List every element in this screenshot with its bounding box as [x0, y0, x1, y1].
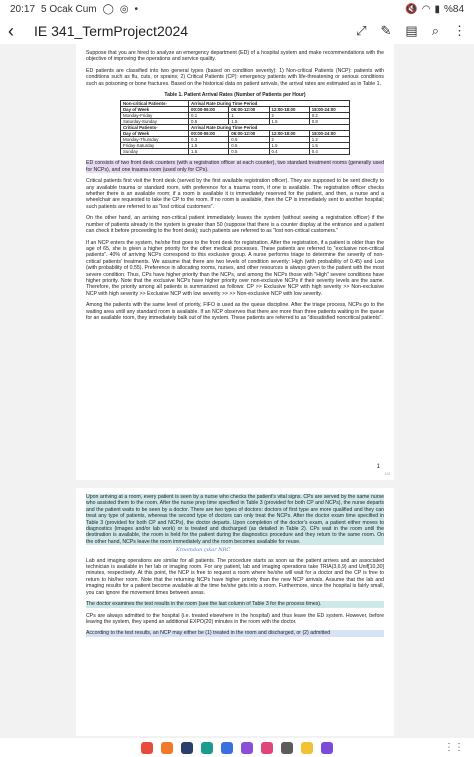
page-index: 1/4 — [384, 470, 390, 476]
status-bar — [0, 0, 474, 18]
table-cell: 1.5 — [309, 143, 349, 149]
table-rate-label: Arrival Rate During Time Period — [189, 125, 350, 131]
app-gray-icon[interactable] — [281, 742, 293, 754]
app-violet-icon[interactable] — [321, 742, 333, 754]
critical-paragraph: Critical patients first visit the front desk (served by the first available registration officer). They are supposed to be sent directly to any available trauma or standard room, with preference for a trauma room, if one is available. The registration officer checks whether there is an available room; if a room is available it is immediately reserved for the patient, and then, a nurse and a wheelchair are requested to take the CP to the room. If no room is available, then the CP is immediately sent to another hospital; such patients are referred to as "lost critical customers". — [86, 178, 384, 210]
table-cell: 0.5 — [189, 119, 229, 125]
table-c-title: Critical Patients- — [121, 125, 189, 131]
status-carrier: 5 Ocak Cum — [41, 3, 97, 15]
taskbar — [0, 738, 474, 757]
table-col: 06:00-12:00 — [229, 131, 269, 137]
table-cell: 0.3 — [189, 137, 229, 143]
mute-icon: 🔇 — [405, 3, 418, 15]
table-col-day: Day of Week — [121, 131, 189, 137]
app-yellow-icon[interactable] — [301, 742, 313, 754]
table-cell: 1.5 — [189, 149, 229, 155]
expand-icon[interactable]: ⤢ — [356, 23, 367, 38]
table-cell: 0.8 — [309, 119, 349, 125]
arrow-left-icon[interactable]: ‹ — [8, 20, 14, 41]
admit-paragraph: CPs are always admitted to the hospital (i.e. treated elsewhere in the hospital) and thus leave the ED system. However, before leaving the system, they spend an additional EXPO(20) minutes in the room with the doctor. — [86, 612, 384, 625]
table-col: 18:00-24:00 — [309, 107, 349, 113]
table-cell: 1.5 — [189, 143, 229, 149]
app-blue-icon[interactable] — [221, 742, 233, 754]
table-cell: Sunday — [121, 149, 189, 155]
table-cell: 0.1 — [189, 113, 229, 119]
table-cell: 0.5 — [229, 143, 269, 149]
arrival-rate-table — [120, 100, 350, 155]
table-row — [121, 149, 350, 155]
table-cell: 0.4 — [269, 149, 309, 155]
app-navy-icon[interactable] — [181, 742, 193, 754]
table-nc-title: Non-critical Patients- — [121, 101, 189, 107]
table-cell: Monday-Thursday — [121, 137, 189, 143]
status-time: 20:17 — [10, 3, 36, 15]
intro-paragraph: Suppose that you are hired to analyze an emergency department (ED) of a hospital system and make recommendations with the objective of improving the operations and service quality. — [86, 50, 384, 63]
document-page-2 — [76, 488, 394, 736]
signal-icon: ▮ — [434, 3, 440, 15]
table-caption: Table 1. Patient Arrival Rates (Number of Patients per Hour) — [164, 92, 306, 99]
table-cell: 1.2 — [309, 137, 349, 143]
handwritten-note: Kroomdan çıkar NRC — [176, 547, 231, 554]
app-red-icon[interactable] — [141, 742, 153, 754]
dot-icon: • — [134, 3, 139, 15]
search-icon[interactable]: ⌕ — [431, 23, 439, 38]
table-rate-label: Arrival Rate During Time Period — [189, 101, 350, 107]
table-cell: 0.5 — [229, 149, 269, 155]
table-cell: Saturday-Sunday — [121, 119, 189, 125]
table-col: 06:00-12:00 — [229, 107, 269, 113]
lab-paragraph: Lab and imaging operations are similar for all patients. The procedure starts as soon as the patient arrives and an associated technician is available in her lab or imaging room. For any patient, lab and imaging operations take TRIA(3,6,9) and Unif[10,30] minutes, respectively. At this point, the NCP is free to request a room where he/she will wait for a doctor and the CP is free to return to his/her room. Note that the returning NCPs have higher priority than the new NCP arrivals. Assume that the lab and imaging results for a patient become available at the time he/she gets into a room. Furthermore, since the hospital is fairly small, you can ignore the movement times between areas. — [86, 557, 384, 596]
table-col: 12:00-18:00 — [269, 131, 309, 137]
table-cell: 2 — [269, 113, 309, 119]
app-orange-icon[interactable] — [161, 742, 173, 754]
table-col: 00:00-06:00 — [189, 131, 229, 137]
table-cell: 1 — [229, 113, 269, 119]
document-page-1 — [76, 44, 394, 480]
counters-paragraph: ED consists of two front desk counters (with a registration officer at each counter), two standard treatment rooms (generally used for NCPs), and one trauma room (used only for CPs). — [86, 160, 384, 173]
table-cell: 0.4 — [309, 149, 349, 155]
app-teal-icon[interactable] — [201, 742, 213, 754]
pen-icon[interactable]: ✎ — [380, 23, 392, 38]
table-cell: 0.2 — [309, 113, 349, 119]
noncritical-paragraph: On the other hand, an arriving non-critical patient immediately leaves the system (without seeing a registration officer) if the number of patients already in the system is greater than 50 (suppose that there is a counter display at the entrance and a patient can check it before proceeding to the front desk); such patients are referred to as "lost non-critical customers." — [86, 215, 384, 235]
more-icon[interactable]: ⋮ — [453, 23, 466, 38]
doctor-paragraph: The doctor examines the test results in the room (see the last column of Table 3 for the process times). — [86, 601, 384, 607]
ncp-paragraph: If an NCP enters the system, he/she first goes to the front desk for registration. After the registration, if a patient is older than the age of 65, she is given a higher priority for the other medical processes. These patients are referred to "exclusive non-critical patients". 40% of arriving NCPs correspond to this exclusive group. A nurse performs triage to determine the severity of non-critical patients' treatments. We assume that there are two levels of condition severity: High (with probability of 0.45) and Low (with probability of 0.55). Preference in allocating rooms, nurses, and other resources is always given to the patient with the most severe condition. Thus, CPs have higher priority than the NCPs, and among the NCPs those with "High" severe conditions have higher priority. Note that the exclusive NCPs have higher priority over non-exclusive NCPs if their severity levels are the same. Therefore, the priority among all patients is summarized as follows: CP >> Exclusive NCP with high severity >> Non-exclusive NCP with high severity >> Exclusive NCP with low severity >> >> Non-exclusive NCP with low severity. — [86, 239, 384, 297]
table-col: 12:00-18:00 — [269, 107, 309, 113]
app-grid-icon[interactable]: ⋮⋮ — [444, 742, 464, 753]
table-cell: 1.5 — [269, 119, 309, 125]
table-cell: Monday-Friday — [121, 113, 189, 119]
table-cell: 2 — [269, 137, 309, 143]
document-toolbar — [0, 18, 474, 44]
classes-paragraph: ED patients are classified into two general types (based on condition severity): 1) Non-critical Patients (NCP): patients with conditions such as flu, cuts, or sprains; 2) Critical Patients (CP): emergency patients with life-threatening or serious conditions such as poisoning or bone fractures. Based on the historical data on patient arrivals, the arrival rates are estimated as in Table 1. — [86, 67, 384, 87]
table-cell: 1.5 — [269, 143, 309, 149]
app-pink-icon[interactable] — [261, 742, 273, 754]
fifo-paragraph: Among the patients with the same level of priority, FIFO is used as the queue discipline. After the triage process, NCPs go to the waiting area until any standard room is available. If an NCP observes that there are more than three patients waiting in the queue for an available room, they immediately balk out of the system. These patients are referred to as "dissatisfied noncritical patients". — [86, 302, 384, 321]
table-col: 18:00-24:00 — [309, 131, 349, 137]
room-paragraph: Upon arriving at a room, every patient is seen by a nurse who checks the patient's vital signs. CPs are served by the same nurse who assisted them to the room. After the nurse prep time specified in Table 3 (provided for both CP and NCPs), the nurse departs and the patient waits to be seen by a doctor. There are two types of doctors: doctors of first type are more qualified and they can treat any type of patients, whereas the second type of doctors can only treat the NCPs. After the doctor exam time specified in Table 3 (provided for both CP and NCPs), the doctor departs. Upon completion of the doctor's exam, a patient either moves to diagnostics (images and/or lab work) or is treated and discharged (as detailed in Table 2). CPs wait in the room until the destination is available, the room is held for the patient during the diagnostics procedure and they return to the same room. On the other hand, NCPs leave the room immediately and the room becomes available for reuse. — [86, 494, 384, 545]
table-row — [121, 119, 350, 125]
app-purple-icon[interactable] — [241, 742, 253, 754]
table-cell: 0.5 — [229, 137, 269, 143]
table-cell: 1.5 — [229, 119, 269, 125]
table-cell: Friday-Saturday — [121, 143, 189, 149]
page-number: 1 — [376, 463, 380, 470]
table-row — [121, 137, 350, 143]
book-icon[interactable]: ▤ — [405, 23, 418, 38]
whatsapp-icon: ◯ — [102, 3, 114, 15]
wifi-icon: ◠ — [421, 3, 431, 15]
table-col-day: Day of Week — [121, 107, 189, 113]
instagram-icon: ◎ — [119, 3, 129, 15]
document-title: IE 341_TermProject2024 — [34, 23, 189, 39]
tests-paragraph: According to the test results, an NCP may either be (1) treated in the room and discharged, or (2) admitted — [86, 630, 384, 636]
table-col: 00:00-06:00 — [189, 107, 229, 113]
battery-level: %84 — [443, 3, 464, 15]
